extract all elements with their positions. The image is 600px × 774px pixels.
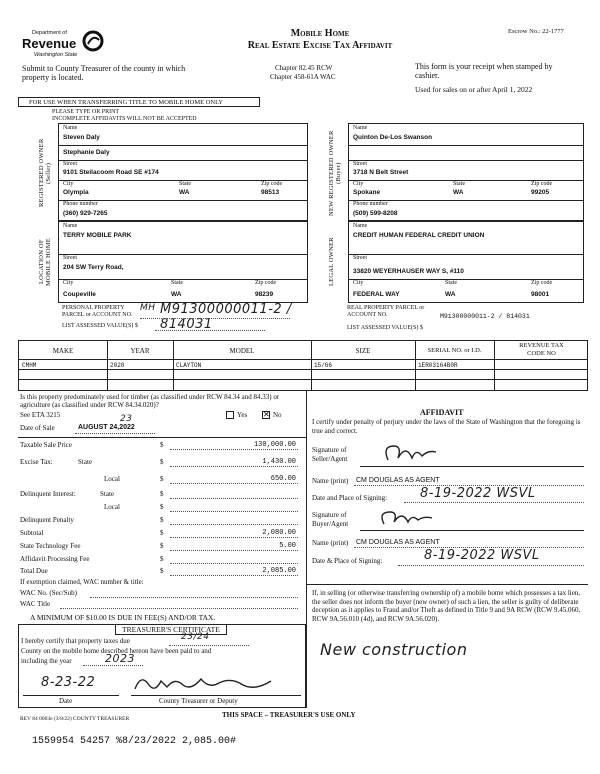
subtotal-value: 2,080.00: [262, 529, 296, 537]
seller-zip: 98513: [261, 189, 280, 196]
exemption-label: If exemption claimed, WAC number & title:: [20, 578, 144, 586]
legal-state-label: State: [445, 280, 457, 286]
total-value: 2,085.00: [262, 567, 296, 575]
location-box: [58, 221, 308, 303]
logo-swirl-icon: [82, 30, 104, 52]
buyer-name-print-label: Name (print): [312, 539, 349, 547]
location-street-label: Street: [63, 255, 77, 261]
buyer-city: Spokane: [353, 189, 381, 196]
buyer-state-label: State: [453, 181, 465, 187]
legal-name-label: Name: [353, 223, 368, 229]
yes-label: Yes: [237, 411, 248, 419]
seller-sig-label: Signature of Seller/Agent: [312, 446, 348, 463]
di-local-label: Local: [104, 503, 120, 511]
col-model: MODEL: [229, 347, 255, 355]
revenue-logo: [22, 26, 107, 62]
submit-text: Submit to County Treasurer of the county in which property is located.: [22, 64, 186, 82]
seller-phone-label: Phone number: [63, 201, 98, 207]
seller-state-label: State: [179, 181, 191, 187]
legal-street: 33820 WEYERHAUSER WAY S, #110: [353, 268, 464, 275]
affidavit-fee-dollar: $: [160, 555, 164, 563]
location-name: TERRY MOBILE PARK: [63, 232, 132, 239]
personal-parcel-note: MH: [140, 303, 156, 313]
buyer-city-label: City: [353, 181, 364, 187]
di-state-label: State: [100, 490, 114, 498]
buyer-street-label: Street: [353, 161, 367, 167]
legal-state: WA: [445, 291, 456, 298]
cell-model: CLAYTON: [176, 362, 202, 369]
location-name-label: Name: [63, 223, 78, 229]
affidavit-fee-label: Affidavit Processing Fee: [20, 555, 90, 563]
form-title-1: Mobile Home: [290, 28, 350, 39]
real-parcel-value: M91300000011-2 / 814031: [440, 313, 530, 320]
agency-line3: Washington State: [34, 52, 78, 58]
cell-serial: 1ER03164B0R: [418, 362, 458, 369]
location-section-label: LOCATION OF MOBILE HOME: [38, 238, 52, 286]
cert-year-hand: 2023: [105, 652, 135, 665]
cell-make: CMHM: [22, 362, 37, 369]
seller-signature-icon: [380, 440, 440, 466]
buyer-box: [348, 123, 584, 221]
excise-label: Excise Tax:: [20, 458, 53, 466]
buyer-sig-label: Signature of Buyer/Agent: [312, 511, 349, 528]
seller-name1: Steven Daly: [63, 134, 100, 141]
location-zip: 98239: [255, 291, 274, 298]
excise-state-label: State: [78, 458, 92, 466]
legal-name: CREDIT HUMAN FEDERAL CREDIT UNION: [353, 232, 485, 239]
date-of-sale-hand: 23: [120, 414, 133, 424]
col-size: SIZE: [355, 347, 371, 355]
cert-hand1: 23/24: [181, 632, 210, 642]
delinquent-label: Delinquent Interest:: [20, 490, 76, 498]
buyer-zip: 99205: [531, 189, 550, 196]
yes-checkbox[interactable]: [226, 411, 234, 419]
treasurer-sig-label: County Treasurer or Deputy: [159, 697, 238, 705]
date-of-sale-label: Date of Sale: [20, 424, 55, 432]
taxable-dollar: $: [160, 441, 164, 449]
seller-zip-label: Zip code: [261, 181, 283, 187]
subtotal-label: Subtotal: [20, 529, 44, 537]
penalty-label: Delinquent Penalty: [20, 516, 74, 524]
taxable-value: 130,000.00: [253, 441, 296, 449]
seller-state: WA: [179, 189, 190, 196]
legal-assessed-label: LIST ASSESSED VALUE(S) $: [347, 325, 423, 331]
new-construction-hand: New construction: [320, 640, 468, 659]
personal-parcel-label: PERSONAL PROPERTY PARCEL or ACCOUNT NO.: [62, 305, 133, 318]
no-label: No: [273, 411, 282, 419]
col-make: MAKE: [52, 347, 74, 355]
seller-street-label: Street: [63, 161, 77, 167]
seller-street: 9101 Steilacoom Road SE #174: [63, 169, 159, 176]
cell-size: 15/66: [314, 362, 333, 369]
cert-line2: County on the mobile home described hereon have been paid to and: [21, 647, 212, 655]
col-year: YEAR: [130, 347, 150, 355]
buyer-signature-icon: [376, 506, 436, 530]
seller-date-hand: 8-19-2022 WSVL: [420, 486, 536, 501]
form-title-2: Real Estate Excise Tax Affidavit: [247, 40, 393, 51]
lien-warning: If, in selling (or otherwise transferring ownership of) a mobile home which possesses a tax lien, the seller does not inform the buyer (new owner) of such a lien, the seller is guilty of deliberate deception as it applies to Fraud and/or Theft as defined in Title 9 and 9A RCW (RCW 9.45.060, RCW 9A.56.010 (4d), and RCW 9A.56.020).: [312, 589, 581, 623]
agency-line1: Department of: [32, 30, 67, 36]
seller-city-label: City: [63, 181, 74, 187]
wac-title-label: WAC Title: [20, 600, 51, 608]
cert-line3: including the year: [21, 657, 72, 665]
treasurer-date-hand: 8-23-22: [41, 675, 96, 690]
treasurer-box: [18, 624, 306, 708]
chapter-rcw: Chapter 82.45 RCW: [275, 64, 333, 72]
buyer-name-label: Name: [353, 125, 368, 131]
no-checkbox[interactable]: ✕: [263, 410, 270, 419]
subtotal-dollar: $: [160, 529, 164, 537]
buyer-date-hand: 8-19-2022 WSVL: [424, 548, 540, 563]
seller-name-label: Name: [63, 125, 78, 131]
treasurer-space: THIS SPACE – TREASURER'S USE ONLY: [222, 711, 356, 719]
location-state: WA: [171, 291, 182, 298]
legal-section-label: LEGAL OWNER: [328, 237, 335, 287]
incomplete-text: INCOMPLETE AFFIDAVITS WILL NOT BE ACCEPTED: [52, 116, 197, 122]
personal-parcel-hand: M91300000011-2 / 814031: [160, 302, 292, 332]
treasurer-signature-icon: [131, 671, 281, 695]
total-dollar: $: [160, 567, 164, 575]
seller-name-print: CM DOUGLAS AS AGENT: [356, 477, 440, 484]
buyer-phone: (509) 599-8208: [353, 210, 398, 217]
legal-zip: 98001: [531, 291, 550, 298]
seller-name2: Stephanie Daly: [63, 149, 110, 156]
buyer-name-print: CM DOUGLAS AS AGENT: [356, 539, 440, 546]
please-type: PLEASE TYPE OR PRINT: [52, 109, 120, 115]
tech-fee-value: 5.00: [279, 542, 296, 550]
col-revenue-code: REVENUE TAX CODE NO: [519, 342, 564, 357]
agency-line2: Revenue: [22, 36, 77, 51]
legal-zip-label: Zip code: [531, 280, 553, 286]
excise-local-label: Local: [104, 475, 120, 483]
tech-fee-label: State Technology Fee: [20, 542, 81, 550]
location-city-label: City: [63, 280, 74, 286]
see-eta: See ETA 3215: [20, 411, 61, 419]
excise-state-value: 1,430.00: [262, 458, 296, 466]
location-city: Coupeville: [63, 291, 96, 298]
cert-line1: I hereby certify that property taxes due: [21, 637, 130, 645]
use-when-box: [18, 97, 260, 107]
real-parcel-label: REAL PROPERTY PARCEL or ACCOUNT NO.: [347, 305, 425, 318]
date-of-sale: AUGUST 24,2022: [78, 424, 135, 431]
buyer-name1: Quinton De-Los Swanson: [353, 134, 433, 141]
buyer-phone-label: Phone number: [353, 201, 388, 207]
taxable-label: Taxable Sale Price: [20, 441, 72, 449]
cell-year: 2020: [110, 362, 125, 369]
legal-city: FEDERAL WAY: [353, 291, 400, 298]
seller-box: [58, 123, 308, 221]
buyer-date-label: Date & Place of Signing:: [312, 557, 383, 565]
treasurer-title: TREASURER'S CERTIFICATE: [115, 625, 227, 635]
penalty-dollar: $: [160, 516, 164, 524]
cashier-stamp: 1559954 54257 %8/23/2022 2,085.00#: [32, 736, 237, 747]
excise-local-value: 650.00: [270, 475, 296, 483]
treasurer-date-label: Date: [59, 697, 73, 705]
buyer-street: 3718 N Belt Street: [353, 169, 409, 176]
location-zip-label: Zip code: [255, 280, 277, 286]
seller-name-print-label: Name (print): [312, 477, 349, 485]
seller-phone: (360) 929-7265: [63, 210, 108, 217]
buyer-state: WA: [453, 189, 464, 196]
di-local-dollar: $: [160, 503, 164, 511]
total-label: Total Due: [20, 567, 48, 575]
rev-label: REV 84 0003e (3/8/22) COUNTY TREASURER: [20, 716, 130, 722]
legal-box: [348, 221, 584, 303]
tech-fee-dollar: $: [160, 542, 164, 550]
location-street: 204 SW Terry Road,: [63, 264, 124, 271]
affidavit-title: AFFIDAVIT: [420, 408, 464, 417]
seller-city: Olympia: [63, 189, 89, 196]
legal-city-label: City: [353, 280, 364, 286]
vehicle-table: [18, 340, 588, 391]
excise-local-dollar: $: [160, 475, 164, 483]
buyer-zip-label: Zip code: [531, 181, 553, 187]
wac-no-label: WAC No. (Sec/Sub): [20, 589, 77, 597]
affidavit-certify: I certify under penalty of perjury under the laws of the State of Washington that the foregoing is true and correct.: [312, 418, 581, 435]
escrow-label: Escrow No.:: [508, 28, 541, 35]
used-for-text: Used for sales on or after April 1, 2022: [415, 85, 533, 94]
legal-street-label: Street: [353, 255, 367, 261]
di-state-dollar: $: [160, 490, 164, 498]
use-when-text: FOR USE WHEN TRANSFERRING TITLE TO MOBILE HOME ONLY: [29, 99, 224, 106]
location-state-label: State: [171, 280, 183, 286]
minimum-text: A MINIMUM OF $10.00 IS DUE IN FEE(S) AND/OR TAX.: [30, 613, 216, 622]
timber-question: Is this property predominately used for timber (as classified under RCW 84.34 and 84.33) or agriculture (as classified under RCW 84.34.020)?: [20, 393, 280, 409]
escrow-number: [508, 28, 564, 35]
excise-state-dollar: $: [160, 458, 164, 466]
buyer-section-label: NEW REGISTERED OWNER (Buyer): [328, 130, 342, 216]
receipt-text: This form is your receipt when stamped by cashier.: [415, 62, 553, 80]
seller-date-label: Date and Place of Signing:: [312, 494, 388, 502]
col-serial: SERIAL NO. or I.D.: [427, 347, 482, 354]
seller-section-label: REGISTERED OWNER (Seller): [38, 138, 52, 208]
location-assessed-label: LIST ASSESSED VALUE(S) $: [62, 323, 138, 329]
chapter-wac: Chapter 458-61A WAC: [270, 73, 336, 81]
escrow-value: 22-1777: [542, 28, 564, 35]
